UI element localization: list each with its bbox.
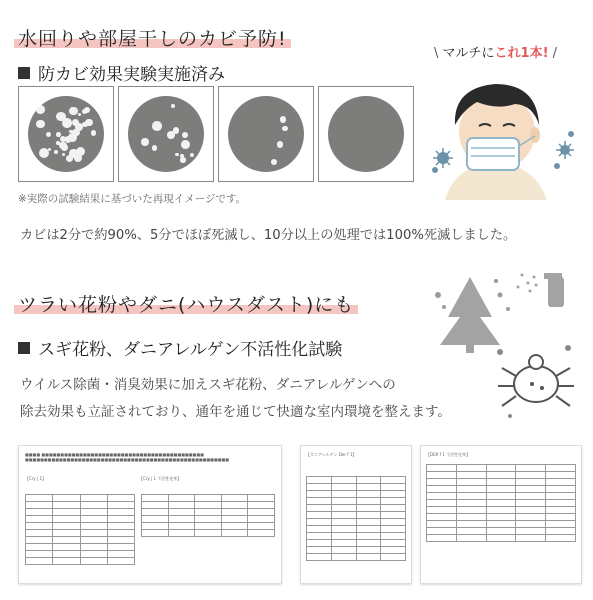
mold-result-text: カビは2分で約90%、5分でほぼ死滅し、10分以上の処理では100%死滅しました。 [20,228,517,243]
section1-subheading [18,60,225,85]
mold-spot [277,141,284,148]
mold-spot [54,150,58,154]
mold-spot [271,159,277,165]
section2-heading-text: ツラい花粉やダニ(ハウスダスト)にも [14,290,358,317]
mold-spot [68,133,77,142]
report-der-f1-rate-title: 【DER f 1 不活性化率】 [426,452,471,457]
callout-highlight: これ1本! [494,46,549,61]
mold-spot [66,155,73,162]
report-cry-j1-title-a: 【Cry j 1】 [25,476,47,481]
mold-spot [190,153,194,157]
mold-spot [173,127,180,134]
mold-spot [181,140,190,149]
section2-body-line1: ウイルス除菌・消臭効果に加えスギ花粉、ダニアレルゲンへの [20,377,396,393]
mold-spot [56,112,65,121]
mold-spot [152,145,157,150]
section2-heading [14,290,358,317]
report-der-f1 [300,445,412,584]
section1-heading-text: 水回りや部屋干しのカビ予防! [14,24,291,51]
section1-subheading-text: 防カビ効果実験実施済み [38,65,225,85]
section1-heading [14,24,291,51]
mold-spot [282,126,288,132]
mold-spot [56,132,61,137]
report-der-f1-title: 【ダニアレルゲン Der f 1】 [306,452,357,457]
mold-spot [46,132,51,137]
mold-spot [84,107,90,113]
mold-spot [62,153,65,156]
section2-body [20,372,451,426]
image-note: ※実際の試験結果に基づいた再現イメージです。 [18,193,247,205]
mold-spot [175,153,178,156]
mold-spot [78,113,81,116]
mold-spot [182,132,188,138]
square-bullet-icon [18,342,30,354]
report-cry-j1-title-b: 【Cry j 1 不活性化率】 [139,476,182,481]
mold-spot [141,138,149,146]
petri-dish-1 [18,86,114,182]
mold-spot [36,120,44,128]
mold-spot [171,104,175,108]
mold-spot [69,107,77,115]
report-der-f1-rate [420,445,582,584]
mold-spot [280,116,286,122]
petri-dish-3 [218,86,314,182]
callout-text: マルチに [442,46,495,61]
mold-spot [152,121,162,131]
dust-mite-icon [490,340,580,420]
masked-person-icon [425,70,585,200]
mold-spot [56,141,60,145]
mold-spot [82,122,87,127]
mold-spot [91,130,96,135]
petri-dish-2 [118,86,214,182]
petri-dish-4 [318,86,414,182]
mold-spot [74,154,82,162]
mold-spot [180,157,185,162]
mold-spot [39,148,49,158]
section2-subheading [18,335,342,360]
report-cry-j1: ■■■■ ■■■■■■■■■■■■■■■■■■■■■■■■■■■■■■■■■■■■■■■■■■■ ■■■■■■■■■■■■■■■■■■■■■■■■■■■■■■■■■■■■■■■■■■■■■■■■■■■■■■ 【Cry j 1】 【Cry j 1 不活性化率】 [18,445,282,584]
section2-subheading-text: スギ花粉、ダニアレルゲン不活性化試験 [38,340,343,360]
callout: \ マルチにこれ1本! / [434,46,558,61]
section2-body-line2: 除去効果も立証されており、通年を通じて快適な室内環境を整えます。 [20,404,451,420]
square-bullet-icon [18,67,30,79]
